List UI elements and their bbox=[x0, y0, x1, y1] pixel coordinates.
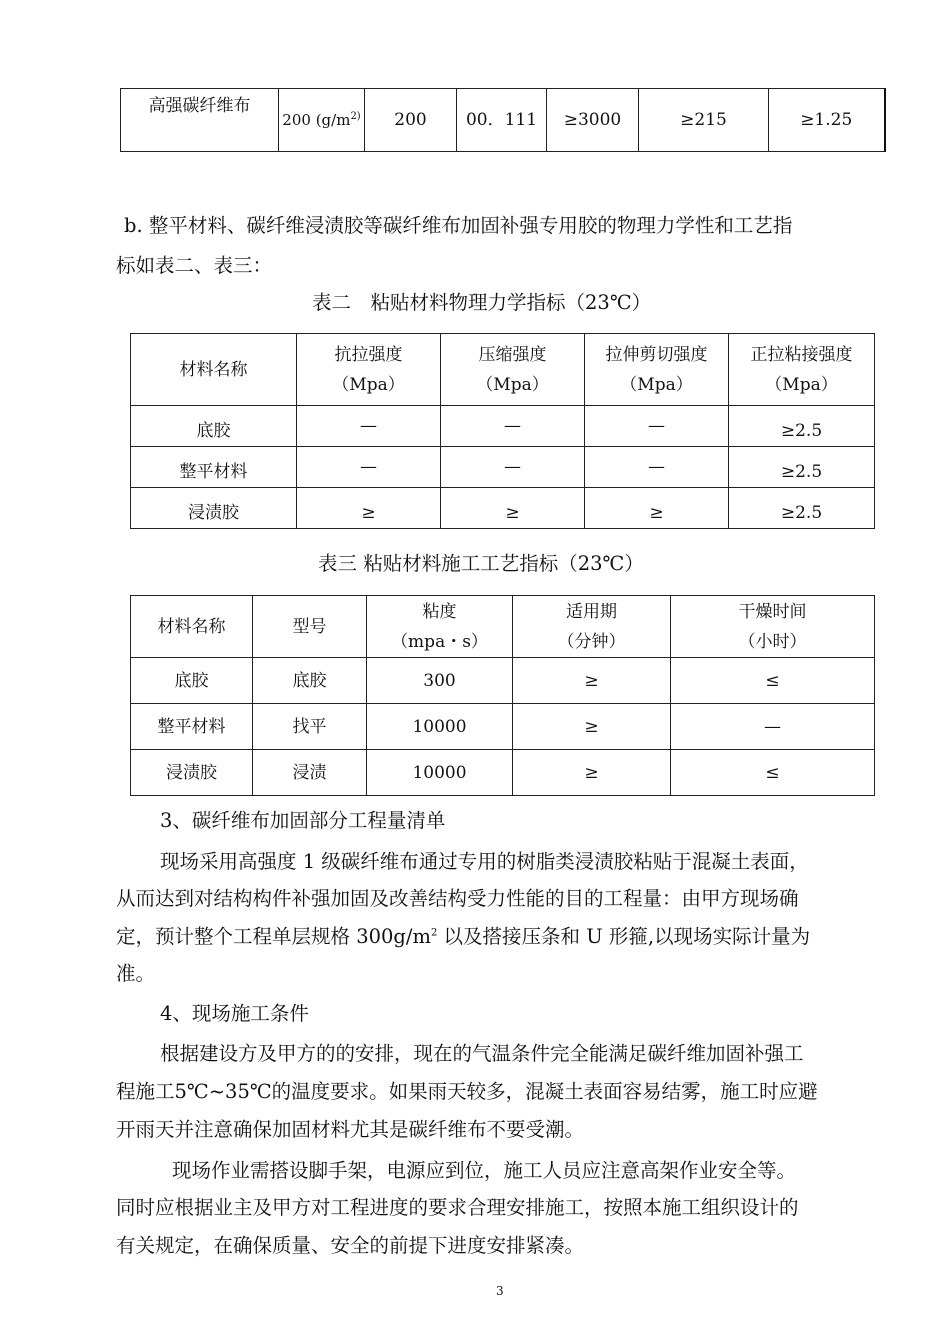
table3 bbox=[130, 595, 875, 796]
table-header-cell: 拉伸剪切强度 （Mpa） bbox=[585, 334, 729, 406]
table-cell: 200 bbox=[365, 89, 457, 152]
table-cell: 200 ($g/m^{2)}$ bbox=[279, 89, 365, 152]
section4-p2-line2: 同时应根据业主及甲方对工程进度的要求合理安排施工，按照本施工组织设计的 bbox=[116, 1196, 799, 1219]
table-cell: — bbox=[441, 447, 585, 488]
table-cell: 找平 bbox=[253, 704, 367, 750]
table-cell: ≥215 bbox=[639, 89, 769, 152]
table-header-row bbox=[131, 596, 875, 658]
table-cell: ≥1.25 bbox=[769, 89, 885, 152]
table-cell: — bbox=[297, 447, 441, 488]
section3-heading: 3、碳纤维布加固部分工程量清单 bbox=[160, 809, 446, 832]
section4-p2-line3: 有关规定，在确保质量、安全的前提下进度安排紧凑。 bbox=[116, 1234, 585, 1257]
table-cell: 整平材料 bbox=[131, 447, 297, 488]
table-cell: — bbox=[297, 406, 441, 447]
table-cell: — bbox=[671, 704, 875, 750]
table-cell: ≤ bbox=[671, 750, 875, 796]
table-row bbox=[121, 89, 885, 152]
table-header-cell: 干燥时间 （小时） bbox=[671, 596, 875, 658]
section4-p2-line1: 现场作业需搭设脚手架，电源应到位，施工人员应注意高架作业安全等。 bbox=[172, 1159, 797, 1182]
table-row bbox=[131, 447, 875, 488]
section4-heading: 4、现场施工条件 bbox=[160, 1002, 309, 1025]
table-cell: 高强碳纤维布 bbox=[121, 89, 279, 152]
page-number: 3 bbox=[496, 1284, 504, 1298]
table-header-cell: 材料名称 bbox=[131, 334, 297, 406]
table-header-cell: 粘度 （mpa・s） bbox=[367, 596, 513, 658]
table-cell: ≥ bbox=[297, 488, 441, 529]
section3-line4: 准。 bbox=[116, 962, 156, 985]
section4-p1-line1: 根据建设方及甲方的的安排，现在的气温条件完全能满足碳纤维加固补强工 bbox=[160, 1042, 804, 1065]
table-cell: ≤ bbox=[671, 658, 875, 704]
table-header-cell: 材料名称 bbox=[131, 596, 253, 658]
table-row bbox=[131, 704, 875, 750]
section3-line3: 定，预计整个工程单层规格 $300g/m^2$ 以及搭接压条和 U 形箍,以现场实际计量为 bbox=[116, 925, 811, 948]
table-cell: ≥ bbox=[441, 488, 585, 529]
table-cell: 浸渍胶 bbox=[131, 488, 297, 529]
table-header-cell: 适用期 （分钟） bbox=[513, 596, 671, 658]
paragraph-b-line1: b. 整平材料、碳纤维浸渍胶等碳纤维布加固补强专用胶的物理力学性和工艺指 bbox=[124, 214, 793, 237]
table-cell: 300 bbox=[367, 658, 513, 704]
table2 bbox=[130, 333, 875, 529]
section4-p1-line3: 开雨天并注意确保加固材料尤其是碳纤维布不要受潮。 bbox=[116, 1118, 585, 1141]
table-cell: 浸渍胶 bbox=[131, 750, 253, 796]
spec-table-continued bbox=[120, 88, 886, 152]
table-header-cell: 型号 bbox=[253, 596, 367, 658]
table-cell: — bbox=[585, 447, 729, 488]
table-cell: 10000 bbox=[367, 704, 513, 750]
section3-line2: 从而达到对结构构件补强加固及改善结构受力性能的目的工程量：由甲方现场确 bbox=[116, 887, 799, 910]
table-cell: ≥2.5 bbox=[729, 406, 875, 447]
table-cell: 底胶 bbox=[253, 658, 367, 704]
table-cell: ≥2.5 bbox=[729, 447, 875, 488]
table-cell: ≥ bbox=[513, 750, 671, 796]
table-header-cell: 压缩强度 （Mpa） bbox=[441, 334, 585, 406]
table-cell: 底胶 bbox=[131, 406, 297, 447]
table-cell: 10000 bbox=[367, 750, 513, 796]
table-cell: ≥ bbox=[513, 658, 671, 704]
table-cell: ≥ bbox=[585, 488, 729, 529]
table-cell: 浸渍 bbox=[253, 750, 367, 796]
table-cell: — bbox=[441, 406, 585, 447]
table-row bbox=[131, 488, 875, 529]
section3-line1: 现场采用高强度 1 级碳纤维布通过专用的树脂类浸渍胶粘贴于混凝土表面， bbox=[160, 850, 809, 873]
table-cell: 底胶 bbox=[131, 658, 253, 704]
section4-p1-line2: 程施工5℃~35℃的温度要求。如果雨天较多，混凝土表面容易结雾，施工时应避 bbox=[116, 1080, 818, 1103]
table-cell: ≥ bbox=[513, 704, 671, 750]
table-cell: ≥3000 bbox=[547, 89, 639, 152]
table-row bbox=[131, 750, 875, 796]
paragraph-b-line2: 标如表二、表三： bbox=[116, 254, 273, 277]
table-cell: 整平材料 bbox=[131, 704, 253, 750]
table2-caption: 表二 粘贴材料物理力学指标（23℃） bbox=[312, 291, 652, 314]
table-cell: — bbox=[585, 406, 729, 447]
table-header-cell: 抗拉强度 （Mpa） bbox=[297, 334, 441, 406]
table-header-cell: 正拉粘接强度 （Mpa） bbox=[729, 334, 875, 406]
table-cell: ≥2.5 bbox=[729, 488, 875, 529]
table3-caption: 表三 粘贴材料施工工艺指标（23℃） bbox=[318, 552, 644, 575]
table-row bbox=[131, 406, 875, 447]
table-cell: 00．111 bbox=[457, 89, 547, 152]
table-header-row bbox=[131, 334, 875, 406]
table-row bbox=[131, 658, 875, 704]
